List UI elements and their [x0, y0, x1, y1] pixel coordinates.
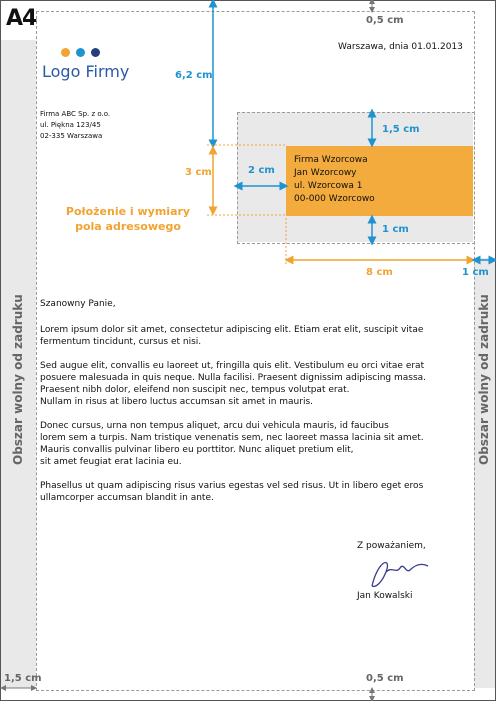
box-width-label: 8 cm — [366, 267, 393, 278]
paragraph-line: sit amet feugiat erat lacinia eu. — [40, 457, 182, 467]
above-box-label: 1,5 cm — [382, 124, 420, 135]
caption-line: Położenie i wymiary — [65, 205, 191, 218]
left-margin-caption: Obszar wolny od zadruku — [11, 294, 25, 465]
sender-line: ul. Piękna 123/45 — [40, 121, 101, 129]
box-left-label: 2 cm — [248, 165, 275, 176]
page-size-label: A4 — [6, 6, 37, 31]
letter-paragraph — [40, 480, 464, 504]
paragraph-line: Lorem ipsum dolor sit amet, consectetur adipiscing elit. Etiam erat elit, suscipit vitae — [40, 325, 424, 335]
letter-greeting: Szanowny Panie, — [40, 299, 116, 309]
paragraph-line: lorem sem a turpis. Nam tristique venenatis sem, nec laoreet massa lacinia sit amet. — [40, 433, 424, 443]
address-line: Jan Wzorcowy — [294, 168, 357, 178]
sender-line: Firma ABC Sp. z o.o. — [40, 110, 111, 118]
paragraph-line: Mauris convallis pulvinar libero eu porttitor. Nunc aliquet pretium elit, — [40, 445, 354, 455]
caption-line: pola adresowego — [75, 220, 181, 233]
paragraph-line: Sed augue elit, convallis eu laoreet ut, fringilla quis elit. Vestibulum eu orci vitae erat — [40, 361, 425, 371]
letter-paragraph — [40, 360, 464, 408]
letter-paragraph — [40, 420, 464, 468]
right-margin-caption: Obszar wolny od zadruku — [477, 294, 491, 465]
right-margin-label: 1 cm — [462, 267, 489, 278]
address-line: 00-000 Wzorcowo — [294, 194, 375, 204]
logo-to-field-label: 6,2 cm — [175, 70, 213, 81]
paragraph-line: Donec cursus, urna non tempus aliquet, arcu dui vehicula mauris, id faucibus — [40, 421, 389, 431]
signature-scribble — [372, 563, 428, 587]
sender-line: 02-335 Warszawa — [40, 132, 103, 140]
paragraph-line: Phasellus ut quam adipiscing risus varius egestas vel sed risus. Ut in libero eget eros — [40, 481, 424, 491]
top-margin-label: 0,5 cm — [366, 15, 404, 26]
paragraph-line: Praesent nibh dolor, eleifend non suscipit nec, tempus volutpat erat. — [40, 385, 350, 395]
letter-date: Warszawa, dnia 01.01.2013 — [338, 42, 463, 52]
bottom-margin-label: 0,5 cm — [366, 673, 404, 684]
left-margin-label: 1,5 cm — [4, 673, 42, 684]
paragraph-line: posuere malesuada in quis neque. Nulla facilisi. Praesent dignissim adipiscing massa. — [40, 373, 427, 383]
paragraph-line: ullamcorper accumsan blandit in ante. — [40, 493, 214, 503]
letter-paragraph — [40, 324, 464, 348]
paragraph-line: fermentum tincidunt, cursus et nisi. — [40, 337, 202, 347]
below-box-label: 1 cm — [382, 224, 409, 235]
signer-name: Jan Kowalski — [357, 591, 413, 601]
letter-closing: Z poważaniem, — [357, 541, 426, 551]
paragraph-line: Nullam in risus at libero luctus accumsan sit amet in mauris. — [40, 397, 313, 407]
box-height-label: 3 cm — [185, 167, 212, 178]
logo-text: Logo Firmy — [42, 62, 130, 81]
address-line: Firma Wzorcowa — [294, 155, 368, 165]
address-line: ul. Wzorcowa 1 — [294, 181, 363, 191]
letter-body — [40, 298, 464, 516]
